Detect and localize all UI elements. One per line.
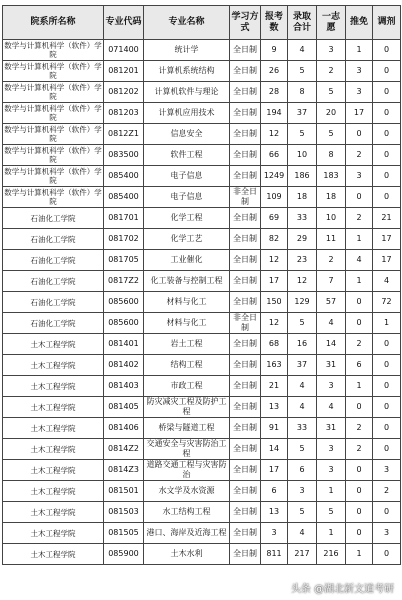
- cell-mode: 非全日制: [230, 313, 261, 334]
- cell-adjust: 2: [373, 481, 401, 502]
- cell-code: 085600: [104, 313, 144, 334]
- cell-admit: 3: [288, 481, 317, 502]
- cell-major: 土木水利: [144, 544, 230, 565]
- cell-adjust: 0: [373, 124, 401, 145]
- cell-apply: 9: [261, 40, 288, 61]
- cell-mode: 全日制: [230, 355, 261, 376]
- table-row: [3, 376, 401, 397]
- cell-exempt: 0: [346, 187, 373, 208]
- cell-college: 土木工程学院: [3, 418, 104, 439]
- cell-mode: 全日制: [230, 544, 261, 565]
- table-row: [3, 439, 401, 460]
- cell-apply: 194: [261, 103, 288, 124]
- cell-first-choice: 5: [317, 82, 346, 103]
- cell-apply: 17: [261, 271, 288, 292]
- cell-exempt: 0: [346, 292, 373, 313]
- cell-admit: 23: [288, 250, 317, 271]
- document-page: [2, 5, 400, 597]
- cell-major: 统计学: [144, 40, 230, 61]
- col-header-admit: 录取合计: [288, 6, 317, 40]
- col-header-major: 专业名称: [144, 6, 230, 40]
- cell-admit: 4: [288, 40, 317, 61]
- cell-exempt: 1: [346, 376, 373, 397]
- table-row: [3, 82, 401, 103]
- cell-exempt: 0: [346, 124, 373, 145]
- cell-apply: 28: [261, 82, 288, 103]
- col-header-apply: 报考数: [261, 6, 288, 40]
- table-row: [3, 187, 401, 208]
- table-row: [3, 334, 401, 355]
- cell-adjust: 0: [373, 103, 401, 124]
- cell-first-choice: 216: [317, 544, 346, 565]
- cell-apply: 26: [261, 61, 288, 82]
- cell-code: 081201: [104, 61, 144, 82]
- cell-exempt: 3: [346, 166, 373, 187]
- cell-adjust: 3: [373, 523, 401, 544]
- cell-adjust: 0: [373, 40, 401, 61]
- cell-code: 085600: [104, 292, 144, 313]
- table-row: [3, 418, 401, 439]
- header-row: [3, 6, 401, 40]
- cell-college: 石油化工学院: [3, 271, 104, 292]
- cell-adjust: 0: [373, 397, 401, 418]
- table-row: [3, 145, 401, 166]
- cell-code: 081405: [104, 397, 144, 418]
- cell-adjust: 0: [373, 166, 401, 187]
- cell-exempt: 1: [346, 544, 373, 565]
- cell-apply: 6: [261, 481, 288, 502]
- table-row: [3, 124, 401, 145]
- cell-college: 数学与计算机科学（软件）学院: [4, 62, 102, 80]
- cell-mode: 全日制: [230, 502, 261, 523]
- cell-college: 石油化工学院: [3, 229, 104, 250]
- table-row: [3, 502, 401, 523]
- cell-mode: 全日制: [230, 229, 261, 250]
- cell-exempt: 1: [346, 229, 373, 250]
- cell-exempt: 0: [346, 481, 373, 502]
- cell-college: 数学与计算机科学（软件）学院: [4, 125, 102, 143]
- table-row: [3, 229, 401, 250]
- cell-apply: 1249: [261, 166, 288, 187]
- cell-first-choice: 4: [317, 313, 346, 334]
- cell-major: 防灾减灾工程及防护工程: [144, 397, 230, 418]
- cell-admit: 37: [288, 103, 317, 124]
- cell-exempt: 1: [346, 271, 373, 292]
- cell-major: 化学工程: [144, 208, 230, 229]
- cell-first-choice: 4: [317, 397, 346, 418]
- cell-mode: 全日制: [230, 61, 261, 82]
- cell-admit: 5: [288, 439, 317, 460]
- cell-college: 石油化工学院: [3, 292, 104, 313]
- cell-code: 0814Z2: [104, 439, 144, 460]
- col-header-mode: 学习方式: [230, 6, 261, 40]
- table-row: [3, 544, 401, 565]
- cell-major: 市政工程: [144, 376, 230, 397]
- cell-exempt: 0: [346, 460, 373, 481]
- cell-apply: 13: [261, 502, 288, 523]
- cell-major: 港口、海岸及近海工程: [144, 523, 230, 544]
- cell-exempt: 0: [346, 397, 373, 418]
- cell-mode: 全日制: [230, 523, 261, 544]
- cell-admit: 29: [288, 229, 317, 250]
- cell-adjust: 0: [373, 544, 401, 565]
- cell-college: 石油化工学院: [3, 208, 104, 229]
- cell-first-choice: 3: [317, 376, 346, 397]
- cell-apply: 66: [261, 145, 288, 166]
- cell-admit: 4: [288, 397, 317, 418]
- cell-first-choice: 3: [317, 40, 346, 61]
- table-row: [3, 208, 401, 229]
- cell-apply: 91: [261, 418, 288, 439]
- cell-code: 081203: [104, 103, 144, 124]
- cell-apply: 811: [261, 544, 288, 565]
- cell-college: 土木工程学院: [3, 355, 104, 376]
- cell-mode: 全日制: [230, 82, 261, 103]
- cell-adjust: 0: [373, 355, 401, 376]
- cell-mode: 全日制: [230, 271, 261, 292]
- cell-code: 085400: [104, 187, 144, 208]
- cell-mode: 全日制: [230, 292, 261, 313]
- cell-adjust: 1: [373, 313, 401, 334]
- cell-code: 081701: [104, 208, 144, 229]
- cell-adjust: 17: [373, 250, 401, 271]
- col-header-adjust: 调剂: [373, 6, 401, 40]
- cell-first-choice: 11: [317, 229, 346, 250]
- table-row: [3, 313, 401, 334]
- cell-mode: 全日制: [230, 166, 261, 187]
- table-row: [3, 397, 401, 418]
- col-header-college: 院系所名称: [3, 6, 104, 40]
- cell-code: 0812Z1: [104, 124, 144, 145]
- table-row: [3, 460, 401, 481]
- cell-college: 土木工程学院: [3, 439, 104, 460]
- cell-mode: 全日制: [230, 460, 261, 481]
- cell-apply: 69: [261, 208, 288, 229]
- cell-college: 土木工程学院: [3, 334, 104, 355]
- cell-adjust: 0: [373, 145, 401, 166]
- cell-first-choice: 57: [317, 292, 346, 313]
- cell-mode: 全日制: [230, 481, 261, 502]
- cell-college: 土木工程学院: [3, 523, 104, 544]
- cell-first-choice: 183: [317, 166, 346, 187]
- cell-adjust: 17: [373, 229, 401, 250]
- cell-college: 石油化工学院: [3, 250, 104, 271]
- cell-code: 081503: [104, 502, 144, 523]
- cell-college: 土木工程学院: [3, 481, 104, 502]
- cell-first-choice: 31: [317, 418, 346, 439]
- cell-college: 数学与计算机科学（软件）学院: [4, 83, 102, 101]
- cell-major: 材料与化工: [144, 292, 230, 313]
- cell-major: 道路交通工程与灾害防治: [144, 460, 230, 481]
- cell-first-choice: 8: [317, 145, 346, 166]
- cell-code: 085900: [104, 544, 144, 565]
- cell-major: 电子信息: [144, 166, 230, 187]
- cell-apply: 109: [261, 187, 288, 208]
- cell-code: 081505: [104, 523, 144, 544]
- cell-apply: 82: [261, 229, 288, 250]
- cell-exempt: 2: [346, 334, 373, 355]
- col-header-exempt: 推免: [346, 6, 373, 40]
- cell-major: 结构工程: [144, 355, 230, 376]
- cell-apply: 68: [261, 334, 288, 355]
- cell-mode: 全日制: [230, 397, 261, 418]
- cell-apply: 12: [261, 313, 288, 334]
- cell-exempt: 2: [346, 418, 373, 439]
- cell-adjust: 0: [373, 187, 401, 208]
- cell-mode: 全日制: [230, 208, 261, 229]
- cell-exempt: 1: [346, 40, 373, 61]
- cell-adjust: 0: [373, 418, 401, 439]
- cell-code: 081702: [104, 229, 144, 250]
- cell-mode: 非全日制: [230, 187, 261, 208]
- cell-exempt: 0: [346, 523, 373, 544]
- cell-first-choice: 2: [317, 61, 346, 82]
- cell-first-choice: 14: [317, 334, 346, 355]
- cell-admit: 10: [288, 145, 317, 166]
- cell-code: 081202: [104, 82, 144, 103]
- cell-mode: 全日制: [230, 145, 261, 166]
- cell-admit: 129: [288, 292, 317, 313]
- cell-major: 桥梁与隧道工程: [144, 418, 230, 439]
- cell-admit: 33: [288, 208, 317, 229]
- col-header-first-choice: 一志愿: [317, 6, 346, 40]
- cell-apply: 3: [261, 523, 288, 544]
- cell-college: 数学与计算机科学（软件）学院: [4, 41, 102, 59]
- cell-exempt: 6: [346, 355, 373, 376]
- cell-major: 化工装备与控制工程: [144, 271, 230, 292]
- table-row: [3, 292, 401, 313]
- cell-mode: 全日制: [230, 439, 261, 460]
- cell-exempt: 17: [346, 103, 373, 124]
- cell-major: 水工结构工程: [144, 502, 230, 523]
- cell-exempt: 2: [346, 145, 373, 166]
- table-row: [3, 271, 401, 292]
- cell-adjust: 0: [373, 439, 401, 460]
- cell-major: 计算机系统结构: [144, 61, 230, 82]
- cell-major: 计算机应用技术: [144, 103, 230, 124]
- cell-adjust: 21: [373, 208, 401, 229]
- table-row: [3, 103, 401, 124]
- cell-admit: 37: [288, 355, 317, 376]
- cell-major: 水文学及水资源: [144, 481, 230, 502]
- cell-apply: 17: [261, 460, 288, 481]
- cell-adjust: 72: [373, 292, 401, 313]
- cell-code: 0814Z3: [104, 460, 144, 481]
- table-row: [3, 481, 401, 502]
- cell-adjust: 3: [373, 460, 401, 481]
- cell-admit: 5: [288, 124, 317, 145]
- cell-apply: 14: [261, 439, 288, 460]
- cell-adjust: 0: [373, 61, 401, 82]
- cell-first-choice: 5: [317, 124, 346, 145]
- cell-code: 081406: [104, 418, 144, 439]
- cell-admit: 16: [288, 334, 317, 355]
- cell-admit: 33: [288, 418, 317, 439]
- cell-first-choice: 20: [317, 103, 346, 124]
- cell-apply: 150: [261, 292, 288, 313]
- cell-code: 081705: [104, 250, 144, 271]
- cell-admit: 12: [288, 271, 317, 292]
- watermark: 头条 @湖北新文道考研: [290, 584, 394, 595]
- cell-first-choice: 2: [317, 250, 346, 271]
- cell-major: 材料与化工: [144, 313, 230, 334]
- cell-mode: 全日制: [230, 334, 261, 355]
- cell-adjust: 0: [373, 376, 401, 397]
- table-row: [3, 523, 401, 544]
- cell-exempt: 0: [346, 502, 373, 523]
- cell-apply: 21: [261, 376, 288, 397]
- cell-apply: 12: [261, 124, 288, 145]
- cell-college: 数学与计算机科学（软件）学院: [4, 188, 102, 206]
- cell-college: 土木工程学院: [3, 460, 104, 481]
- cell-apply: 13: [261, 397, 288, 418]
- table-body: [3, 40, 401, 565]
- cell-college: 土木工程学院: [3, 502, 104, 523]
- cell-major: 工业催化: [144, 250, 230, 271]
- cell-major: 电子信息: [144, 187, 230, 208]
- cell-first-choice: 3: [317, 460, 346, 481]
- cell-code: 085400: [104, 166, 144, 187]
- cell-admit: 217: [288, 544, 317, 565]
- cell-adjust: 0: [373, 502, 401, 523]
- cell-admit: 18: [288, 187, 317, 208]
- table-row: [3, 61, 401, 82]
- cell-admit: 6: [288, 460, 317, 481]
- cell-code: 0817Z2: [104, 271, 144, 292]
- cell-admit: 8: [288, 82, 317, 103]
- cell-apply: 12: [261, 250, 288, 271]
- cell-apply: 163: [261, 355, 288, 376]
- cell-major: 化学工艺: [144, 229, 230, 250]
- cell-admit: 4: [288, 523, 317, 544]
- cell-college: 石油化工学院: [3, 313, 104, 334]
- cell-major: 岩土工程: [144, 334, 230, 355]
- cell-code: 071400: [104, 40, 144, 61]
- cell-first-choice: 1: [317, 523, 346, 544]
- cell-admit: 5: [288, 61, 317, 82]
- cell-first-choice: 5: [317, 502, 346, 523]
- cell-exempt: 3: [346, 82, 373, 103]
- cell-first-choice: 10: [317, 208, 346, 229]
- cell-exempt: 2: [346, 208, 373, 229]
- cell-mode: 全日制: [230, 103, 261, 124]
- cell-exempt: 4: [346, 250, 373, 271]
- cell-mode: 全日制: [230, 418, 261, 439]
- table-row: [3, 355, 401, 376]
- cell-code: 083500: [104, 145, 144, 166]
- table-row: [3, 166, 401, 187]
- cell-code: 081401: [104, 334, 144, 355]
- cell-college: 土木工程学院: [3, 376, 104, 397]
- cell-major: 计算机软件与理论: [144, 82, 230, 103]
- cell-major: 软件工程: [144, 145, 230, 166]
- cell-college: 数学与计算机科学（软件）学院: [4, 167, 102, 185]
- table-row: [3, 40, 401, 61]
- cell-admit: 5: [288, 502, 317, 523]
- cell-exempt: 2: [346, 439, 373, 460]
- cell-first-choice: 3: [317, 439, 346, 460]
- cell-adjust: 0: [373, 82, 401, 103]
- cell-college: 土木工程学院: [3, 397, 104, 418]
- cell-exempt: 0: [346, 313, 373, 334]
- cell-first-choice: 18: [317, 187, 346, 208]
- cell-college: 土木工程学院: [3, 544, 104, 565]
- cell-mode: 全日制: [230, 250, 261, 271]
- cell-major: 信息安全: [144, 124, 230, 145]
- cell-mode: 全日制: [230, 40, 261, 61]
- cell-college: 数学与计算机科学（软件）学院: [4, 146, 102, 164]
- cell-college: 数学与计算机科学（软件）学院: [4, 104, 102, 122]
- cell-admit: 186: [288, 166, 317, 187]
- cell-admit: 4: [288, 376, 317, 397]
- cell-mode: 全日制: [230, 124, 261, 145]
- cell-adjust: 4: [373, 271, 401, 292]
- cell-mode: 全日制: [230, 376, 261, 397]
- cell-admit: 5: [288, 313, 317, 334]
- table-row: [3, 250, 401, 271]
- cell-first-choice: 1: [317, 481, 346, 502]
- cell-adjust: 0: [373, 334, 401, 355]
- cell-exempt: 3: [346, 61, 373, 82]
- admission-table: [2, 5, 401, 565]
- cell-major: 交通安全与灾害防治工程: [144, 439, 230, 460]
- col-header-code: 专业代码: [104, 6, 144, 40]
- cell-code: 081501: [104, 481, 144, 502]
- cell-code: 081403: [104, 376, 144, 397]
- cell-code: 081402: [104, 355, 144, 376]
- cell-first-choice: 31: [317, 355, 346, 376]
- cell-first-choice: 7: [317, 271, 346, 292]
